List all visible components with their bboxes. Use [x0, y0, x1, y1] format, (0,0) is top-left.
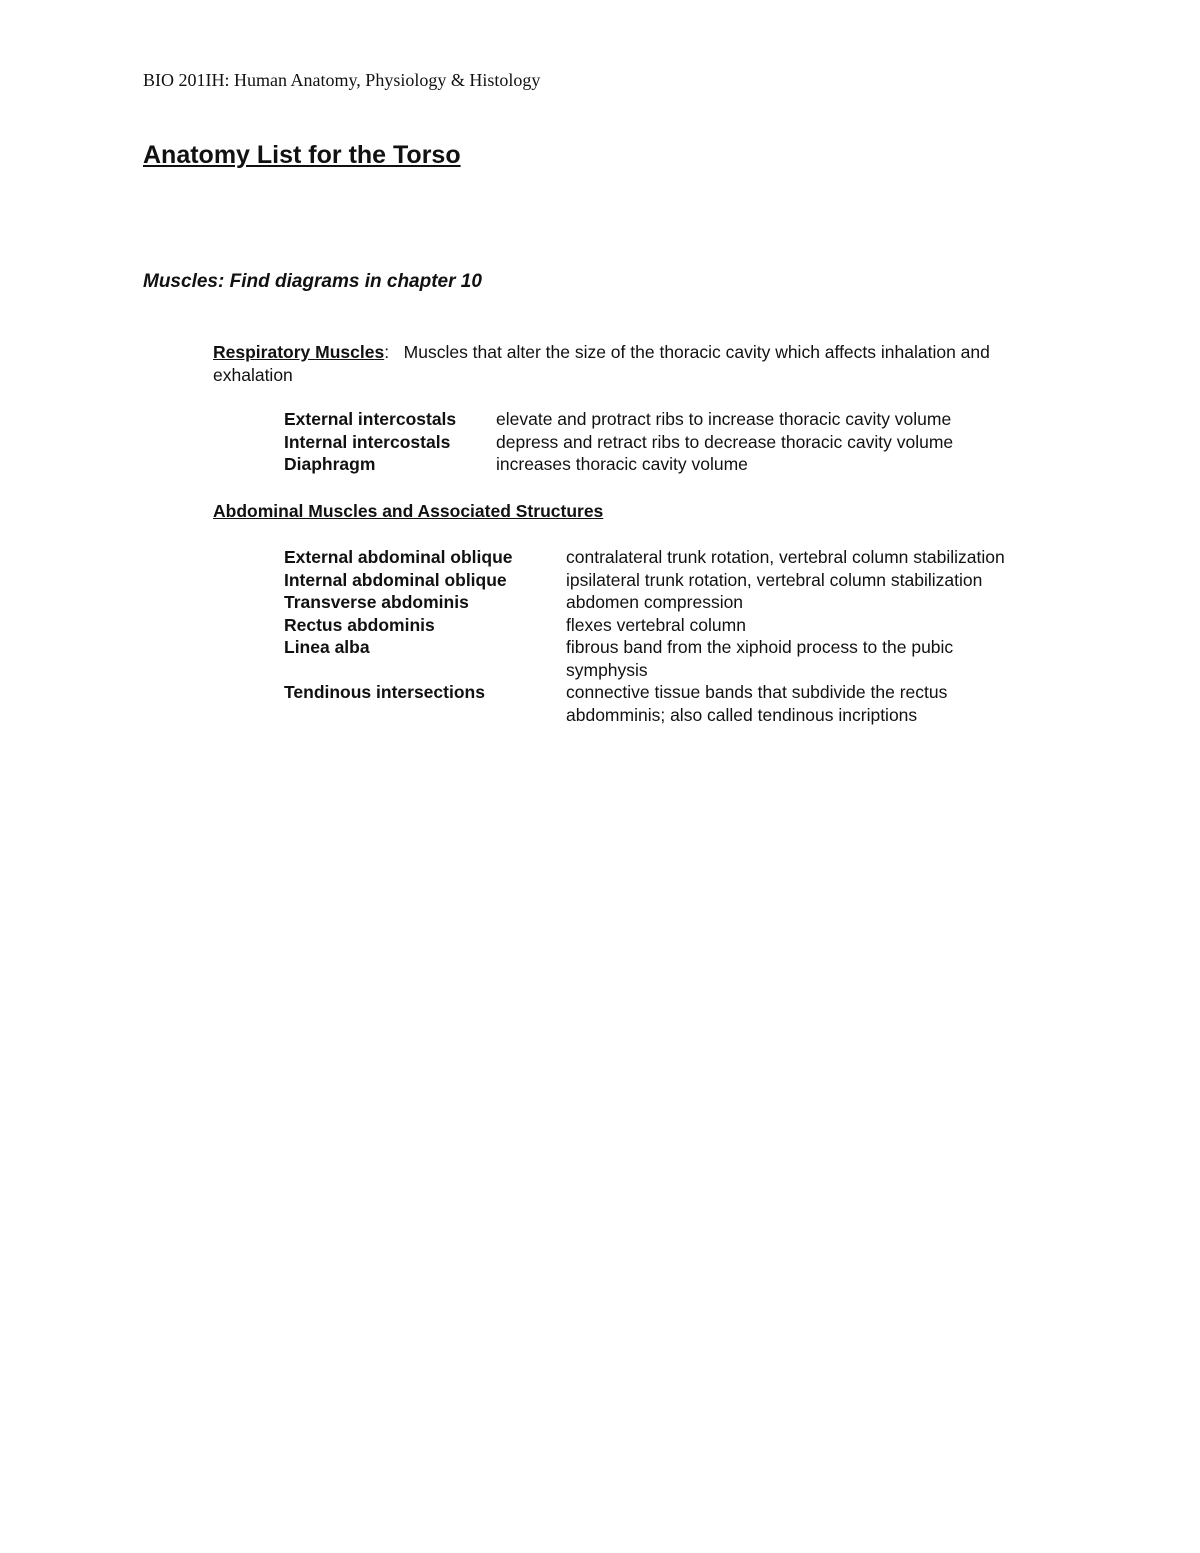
- muscle-description: contralateral trunk rotation, vertebral column stabilization: [566, 547, 1005, 567]
- muscle-description: ipsilateral trunk rotation, vertebral column stabilization: [566, 569, 983, 590]
- list-item: [284, 408, 1056, 431]
- page-title: Anatomy List for the Torso: [143, 141, 461, 169]
- abdominal-muscle-list: [284, 546, 1066, 726]
- respiratory-intro: [213, 341, 1073, 387]
- muscle-description: fibrous band from the xiphoid process to the pubic symphysis: [566, 637, 954, 680]
- respiratory-muscles-heading: Respiratory Muscles: [213, 342, 385, 362]
- list-item: [284, 591, 1066, 614]
- muscle-description: connective tissue bands that subdivide the rectus abdomminis; also called tendinous incriptions: [566, 682, 948, 725]
- list-item: [284, 614, 1066, 637]
- section-heading-muscles: Muscles: Find diagrams in chapter 10: [143, 271, 482, 292]
- list-item: [284, 681, 1066, 726]
- muscle-description: depress and retract ribs to decrease thoracic cavity volume: [496, 431, 954, 452]
- muscle-term: External abdominal oblique: [284, 547, 513, 567]
- course-header: BIO 201IH: Human Anatomy, Physiology & Histology: [143, 70, 541, 90]
- muscle-term: Internal abdominal oblique: [284, 569, 507, 590]
- muscle-description: flexes vertebral column: [566, 614, 746, 635]
- muscle-term: Transverse abdominis: [284, 592, 469, 612]
- muscle-description: elevate and protract ribs to increase thoracic cavity volume: [496, 409, 952, 429]
- respiratory-separator: :: [384, 342, 404, 362]
- muscle-term: Linea alba: [284, 637, 370, 657]
- list-item: [284, 569, 1066, 592]
- muscle-term: Internal intercostals: [284, 431, 451, 452]
- muscle-term: Rectus abdominis: [284, 614, 435, 635]
- respiratory-muscle-list: [284, 408, 1056, 476]
- list-item: [284, 546, 1066, 569]
- muscle-term: Tendinous intersections: [284, 682, 485, 702]
- muscle-description: abdomen compression: [566, 592, 744, 612]
- respiratory-description: Muscles that alter the size of the thoracic cavity which affects inhalation and exhalation: [213, 342, 990, 385]
- muscle-description: increases thoracic cavity volume: [496, 454, 748, 474]
- list-item: [284, 636, 1066, 681]
- abdominal-muscles-heading: Abdominal Muscles and Associated Structures: [213, 501, 604, 521]
- muscle-term: External intercostals: [284, 409, 457, 429]
- muscle-term: Diaphragm: [284, 454, 376, 474]
- list-item: [284, 431, 1056, 454]
- list-item: [284, 453, 1056, 476]
